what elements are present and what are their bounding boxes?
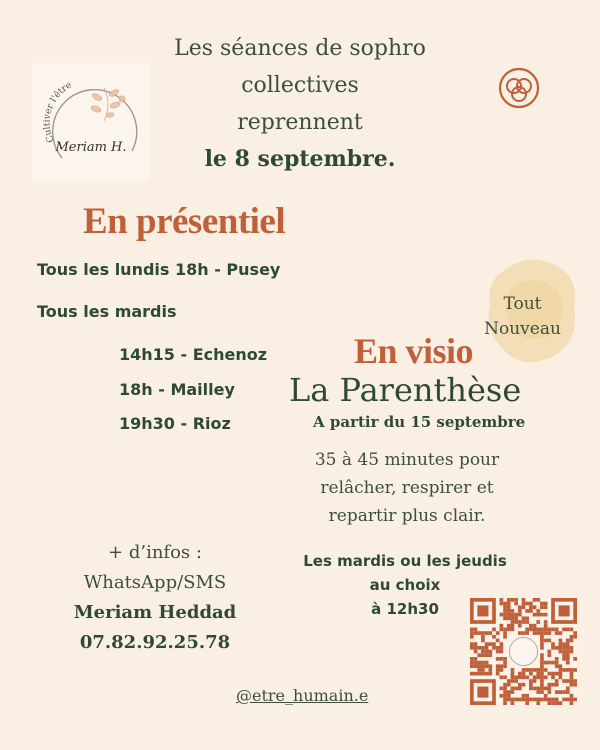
contact-channel: WhatsApp/SMS xyxy=(83,572,227,593)
interlocked-rings-icon xyxy=(497,66,541,110)
contact-block xyxy=(40,538,270,658)
visio-start-date: A partir du 15 septembre xyxy=(313,413,526,431)
visio-days-line-2: au choix xyxy=(369,576,441,594)
contact-infos-label: + d’infos : xyxy=(108,542,202,563)
visio-program-name: La Parenthèse xyxy=(289,371,522,409)
visio-desc-line-3: repartir plus clair. xyxy=(328,506,486,526)
schedule-mailley: 18h - Mailley xyxy=(119,380,235,399)
intro-line-2: collectives xyxy=(241,73,359,98)
intro-date: le 8 septembre. xyxy=(204,146,396,172)
schedule-monday: Tous les lundis 18h - Pusey xyxy=(37,260,281,279)
contact-phone[interactable]: 07.82.92.25.78 xyxy=(79,632,231,653)
visio-title: En visio xyxy=(354,331,474,371)
brand-logo xyxy=(32,63,150,181)
visio-description xyxy=(296,446,518,530)
logo-arc-text: Cultiver l'être xyxy=(42,80,74,144)
new-badge xyxy=(470,292,575,342)
visio-days-line-3: à 12h30 xyxy=(371,600,439,618)
qr-code-icon[interactable] xyxy=(470,598,577,705)
visio-desc-line-1: 35 à 45 minutes pour xyxy=(314,450,500,470)
schedule-echenoz: 14h15 - Echenoz xyxy=(119,345,268,364)
intro-line-1: Les séances de sophro xyxy=(174,36,426,61)
new-badge-line-1: Tout xyxy=(503,294,542,314)
intro-line-3: reprennent xyxy=(237,110,363,135)
contact-name: Meriam Heddad xyxy=(73,602,237,623)
logo-name: Meriam H. xyxy=(55,140,127,155)
visio-days-line-1: Les mardis ou les jeudis xyxy=(303,552,507,570)
intro-announcement xyxy=(140,30,460,178)
instagram-handle-link[interactable]: @etre_humain.e xyxy=(236,686,369,705)
schedule-tuesday: Tous les mardis xyxy=(37,302,177,321)
visio-desc-line-2: relâcher, respirer et xyxy=(320,478,494,498)
new-badge-line-2: Nouveau xyxy=(484,319,561,339)
presentiel-title: En présentiel xyxy=(83,201,286,242)
schedule-rioz: 19h30 - Rioz xyxy=(119,414,231,433)
